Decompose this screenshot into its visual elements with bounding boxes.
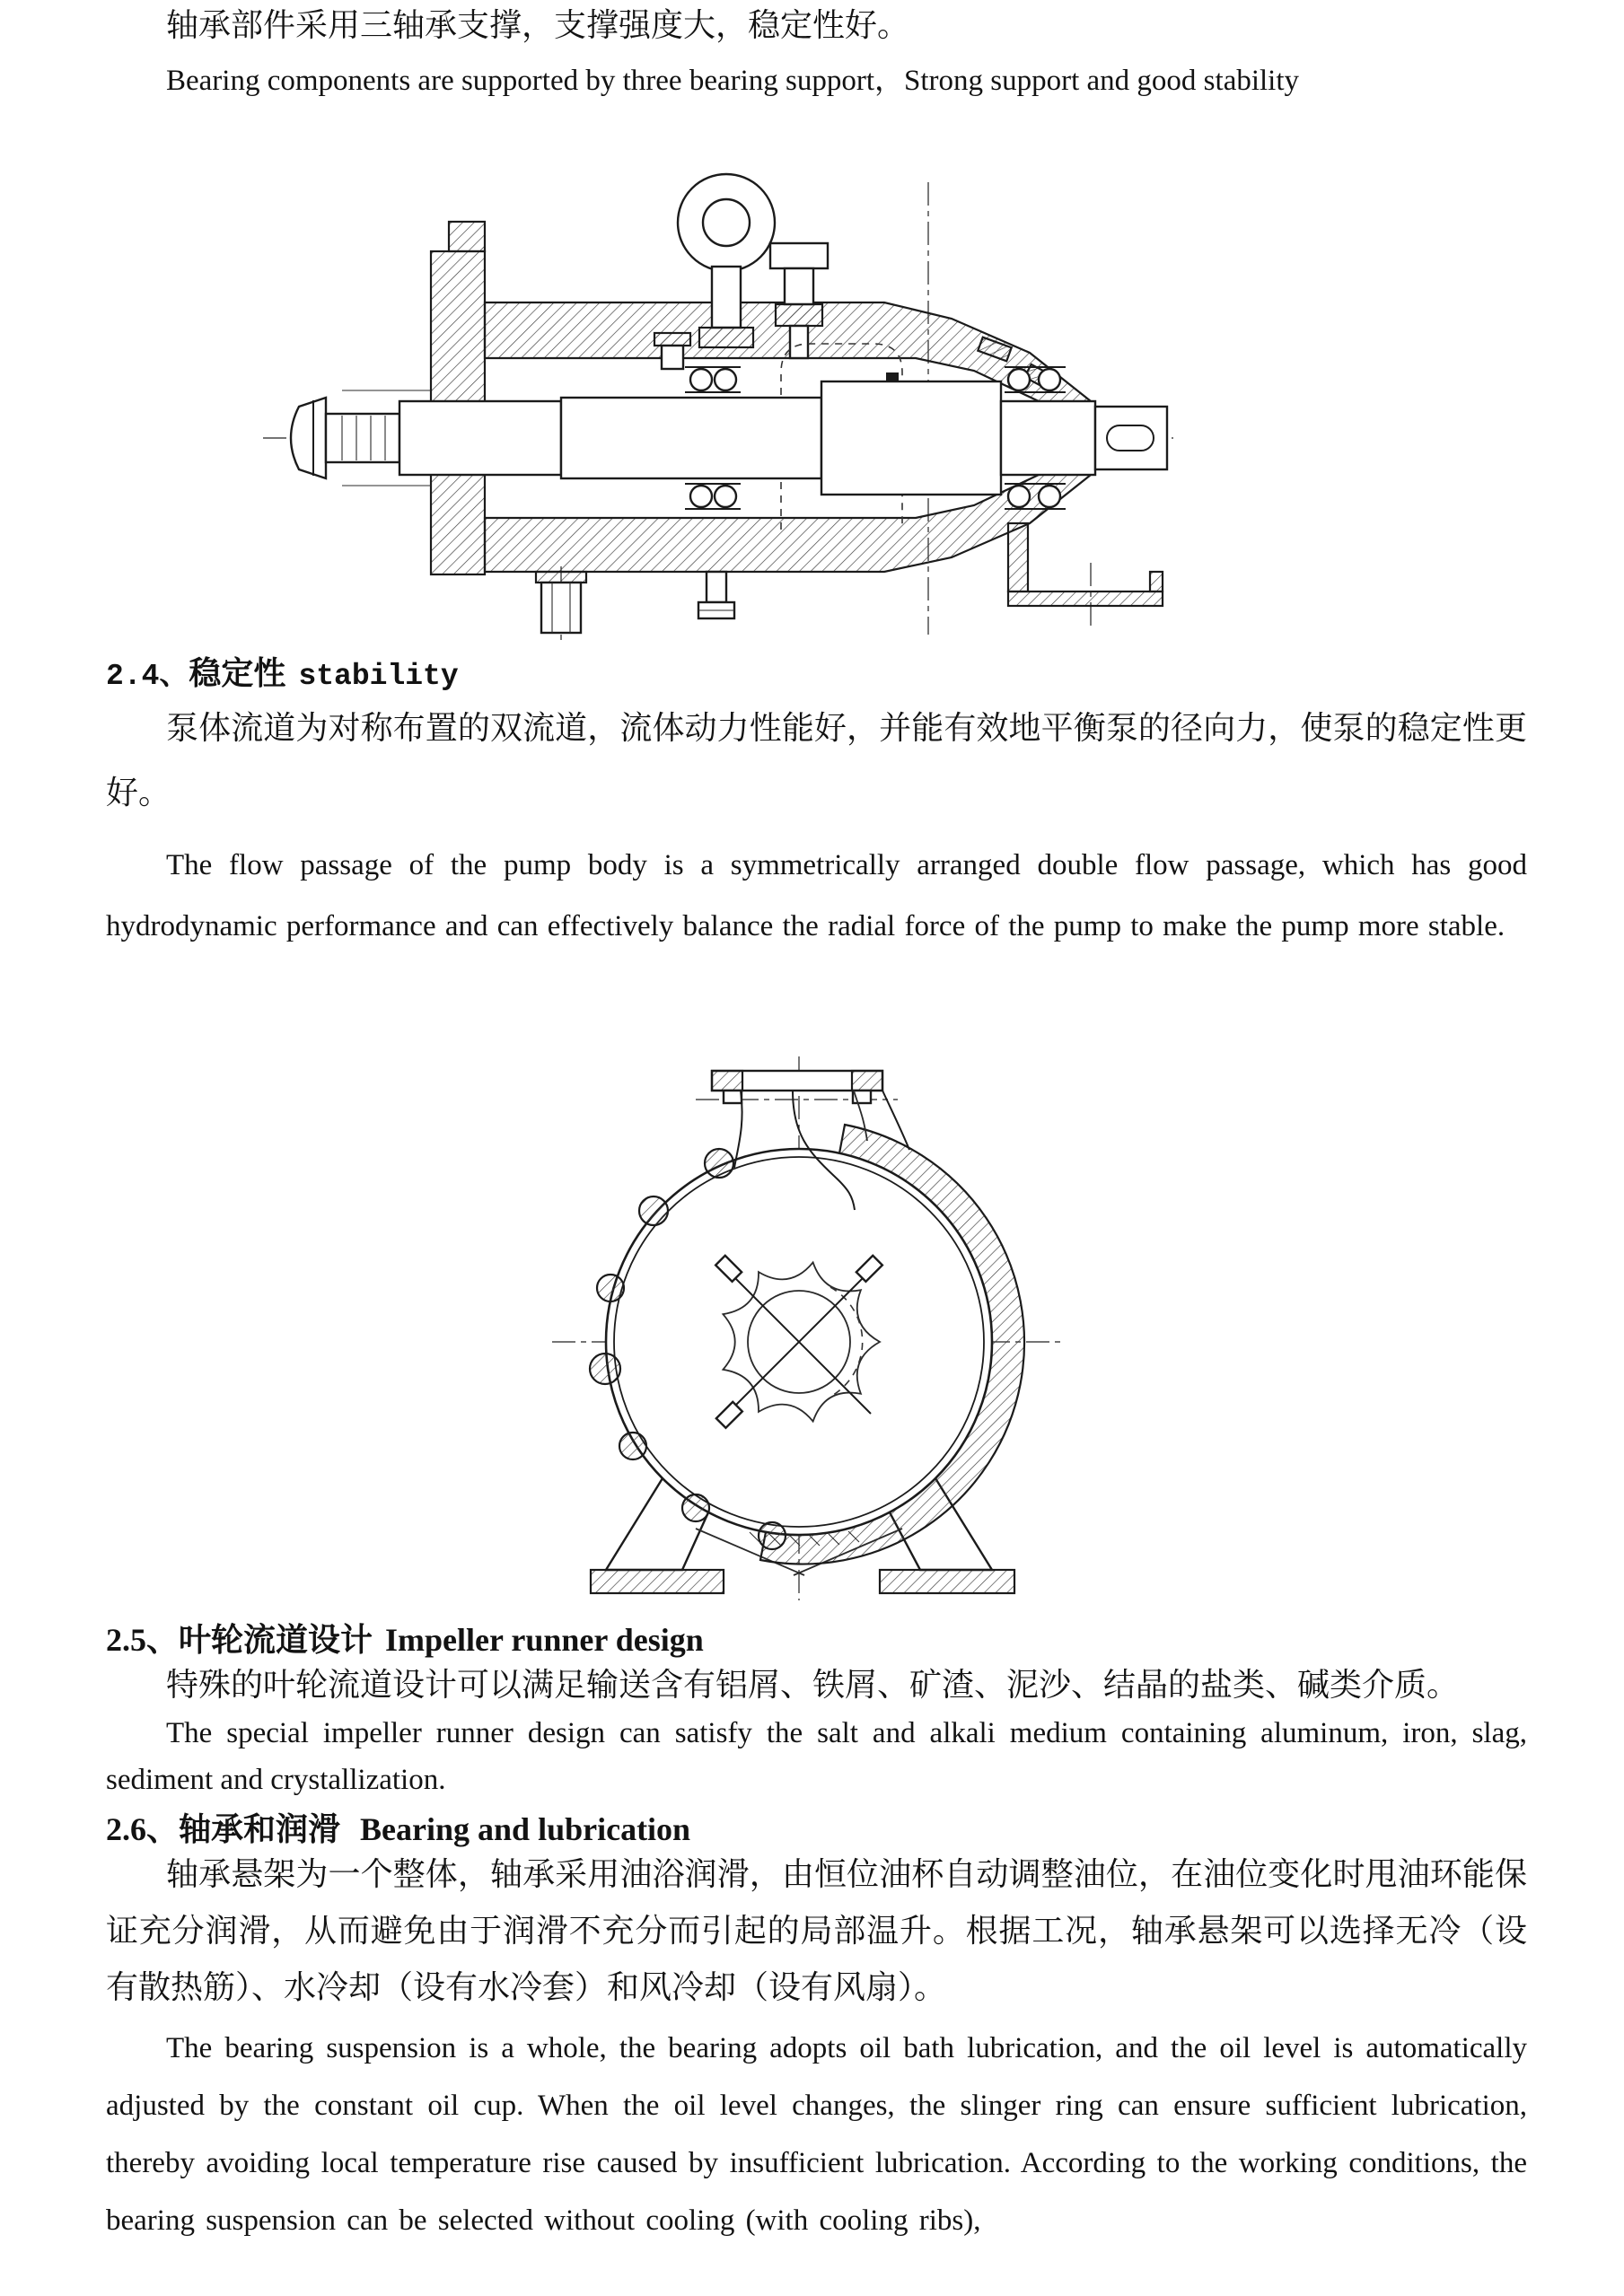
section-2-4-number: 2.4、 (106, 660, 189, 693)
section-2-5-heading (106, 1615, 704, 1661)
right-base-pad (880, 1570, 1014, 1593)
support-bracket (1008, 523, 1163, 606)
section-2-5-paragraph-en: The special impeller runner design can satisfy the salt and alkali medium containing aluminum, iron, slag, sediment and crystallization. (106, 1717, 1527, 1796)
intro-paragraph-en: Bearing components are supported by three bearing support，Strong support and good stability (166, 65, 1300, 97)
section-2-4-title-cn: 稳定性 (189, 655, 286, 691)
section-2-5-paragraph-cn: 特殊的叶轮流道设计可以满足输送含有铝屑、铁屑、矿渣、泥沙、结晶的盐类、碱类介质。 (166, 1667, 1460, 1703)
section-2-5-number: 2.5、 (106, 1622, 180, 1658)
pump-volute-drawing (539, 1044, 1077, 1613)
bottom-stud (698, 572, 734, 618)
section-2-6-title-cn: 轴承和润滑 (179, 1811, 341, 1847)
section-2-5-title-cn: 叶轮流道设计 (179, 1622, 373, 1658)
section-2-6-heading (106, 1804, 690, 1850)
section-2-4-title-en: stability (298, 660, 459, 693)
section-2-4-heading (106, 648, 459, 694)
section-2-4-paragraph-en: The flow passage of the pump body is a symmetrically arranged double flow passage, which has good hydrodynamic performance and can effectively balance the radial force of the pump to make the pump more stable. (106, 849, 1527, 942)
section-2-6-number: 2.6、 (106, 1811, 180, 1847)
left-base-pad (591, 1570, 724, 1593)
section-2-6-title-en: Bearing and lubrication (360, 1811, 691, 1847)
drain-pipe (536, 572, 586, 633)
pump-volute-figure (539, 1044, 1077, 1613)
intro-paragraph-cn: 轴承部件采用三轴承支撑，支撑强度大，稳定性好。 (166, 7, 910, 43)
section-2-6-paragraph-cn: 轴承悬架为一个整体，轴承采用油浴润滑，由恒位油杯自动调整油位，在油位变化时甩油环能保证充分润滑，从而避免由于润滑不充分而引起的局部温升。根据工况，轴承悬架可以选择无冷（设有散热筋）、水冷却（设有水冷套）和风冷却（设有风扇）。 (106, 1856, 1527, 2005)
pump-sectional-drawing (256, 166, 1181, 642)
section-2-5-title-en: Impeller runner design (385, 1622, 704, 1658)
pump-sectional-figure (256, 166, 1181, 642)
section-2-6-paragraph-en: The bearing suspension is a whole, the bearing adopts oil bath lubrication, and the oil level is automatically adjusted by the constant oil cup. When the oil level changes, the slinger ring can ensure sufficient lubrication, thereby avoiding local temperature rise caused by insufficient lubrication. According to the working conditions, the bearing suspension can be selected without cooling (with cooling ribs), (106, 2032, 1527, 2237)
set-pin (886, 372, 899, 381)
section-2-4-paragraph-cn: 泵体流道为对称布置的双流道，流体动力性能好，并能有效地平衡泵的径向力，使泵的稳定性更好。 (106, 710, 1527, 811)
